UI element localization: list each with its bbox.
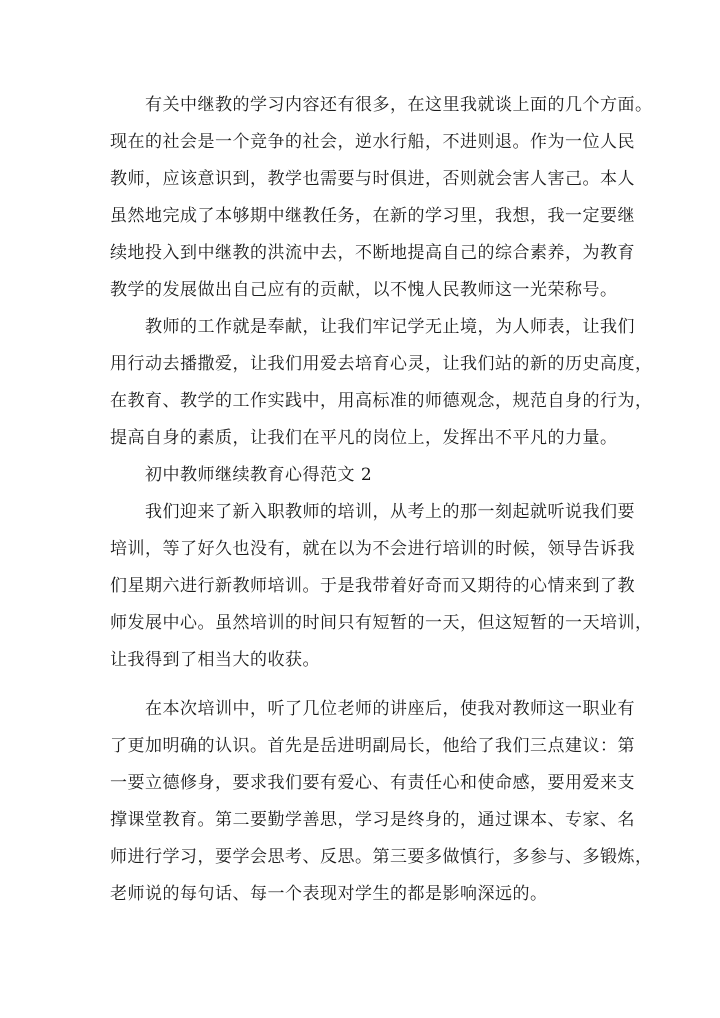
text-line: 老师说的每句话、每一个表现对学生的都是影响深远的。: [110, 884, 548, 904]
text-line: 教师的工作就是奉献，让我们牢记学无止境，为人师表，让我们: [145, 317, 635, 337]
text-line: 了更加明确的认识。首先是岳进明副局长，他给了我们三点建议：第: [110, 736, 635, 756]
text-line: 提高自身的素质，让我们在平凡的岗位上，发挥出不平凡的力量。: [110, 428, 618, 448]
text-line: 教学的发展做出自己应有的贡献，以不愧人民教师这一光荣称号。: [110, 280, 618, 300]
text-line: 一要立德修身，要求我们要有爱心、有责任心和使命感，要用爱来支: [110, 773, 635, 793]
text-line: 现在的社会是一个竞争的社会，逆水行船，不进则退。作为一位人民: [110, 132, 635, 152]
text-line: 我们迎来了新入职教师的培训，从考上的那一刻起就听说我们要: [145, 502, 635, 522]
text-line: 们星期六进行新教师培训。于是我带着好奇而又期待的心情来到了教: [110, 576, 635, 596]
heading-text: 初中教师继续教育心得范文 2: [145, 465, 373, 485]
text-line: 撑课堂教育。第二要勤学善思，学习是终身的，通过课本、专家、名: [110, 810, 635, 830]
text-line: 教师，应该意识到，教学也需要与时俱进，否则就会害人害己。本人: [110, 169, 635, 189]
text-line: 有关中继教的学习内容还有很多，在这里我就谈上面的几个方面。: [145, 95, 653, 115]
text-line: 在本次培训中，听了几位老师的讲座后，使我对教师这一职业有: [145, 699, 635, 719]
text-line: 培训，等了好久也没有，就在以为不会进行培训的时候，领导告诉我: [110, 539, 635, 559]
text-line: 让我得到了相当大的收获。: [110, 650, 320, 670]
text-line: 用行动去播撒爱，让我们用爱去培育心灵，让我们站的新的历史高度，: [110, 354, 653, 374]
text-line: 在教育、教学的工作实践中，用高标准的师德观念，规范自身的行为，: [110, 391, 653, 411]
text-line: 师进行学习，要学会思考、反思。第三要多做慎行，多参与、多锻炼，: [110, 847, 653, 867]
text-line: 师发展中心。虽然培训的时间只有短暂的一天，但这短暂的一天培训，: [110, 613, 653, 633]
text-line: 续地投入到中继教的洪流中去，不断地提高自己的综合素养，为教育: [110, 243, 635, 263]
text-line: 虽然地完成了本够期中继教任务，在新的学习里，我想，我一定要继: [110, 206, 635, 226]
